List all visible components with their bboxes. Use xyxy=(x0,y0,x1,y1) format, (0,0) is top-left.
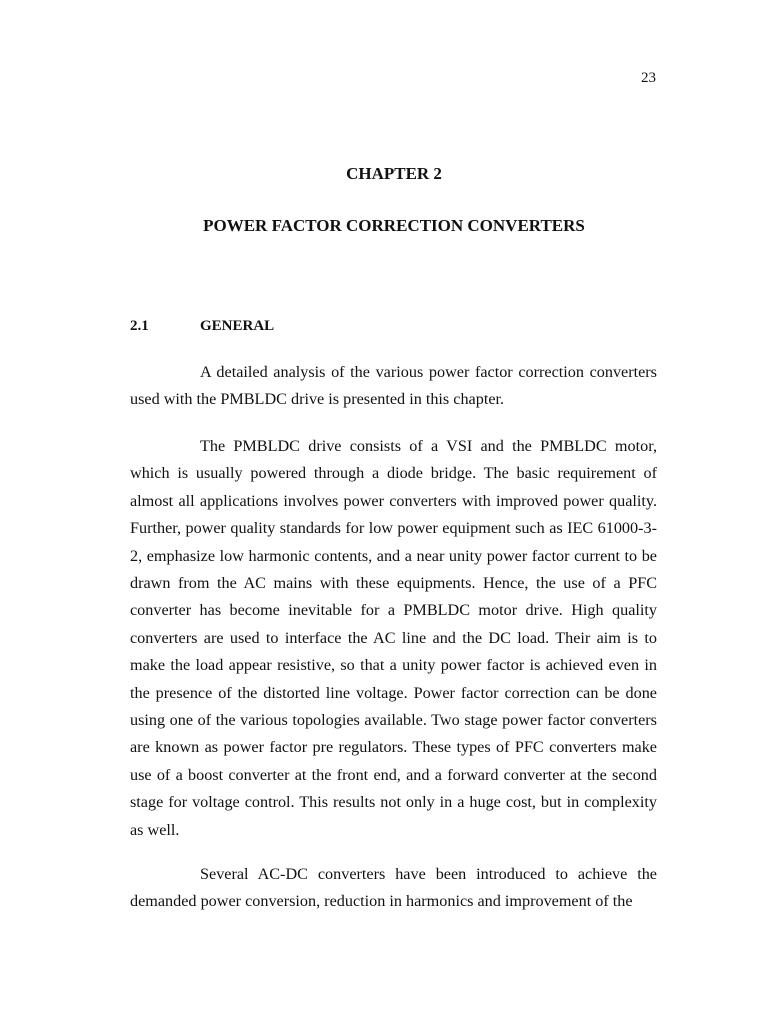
chapter-label: CHAPTER 2 xyxy=(346,164,442,183)
paragraph-text: A detailed analysis of the various power factor correction converters used with the PMBLDC drive is presented in this chapter. xyxy=(130,363,657,409)
section-heading xyxy=(130,318,274,335)
paragraph-2 xyxy=(130,433,657,844)
page-number: 23 xyxy=(641,70,656,86)
chapter-title: POWER FACTOR CORRECTION CONVERTERS xyxy=(203,216,585,235)
section-number: 2.1 xyxy=(130,318,149,334)
paragraph-text: The PMBLDC drive consists of a VSI and the PMBLDC motor, which is usually powered through a diode bridge. The basic requirement of almost all applications involves power converters with improved power quality. Further, power quality standards for low power equipment such as IEC 61000-3-2, emphasize low harmonic contents, and a near unity power factor current to be drawn from the AC mains with these equipments. Hence, the use of a PFC converter has become inevitable for a PMBLDC motor drive. High quality converters are used to interface the AC line and the DC load. Their aim is to make the load appear resistive, so that a unity power factor is achieved even in the presence of the distorted line voltage. Power factor correction can be done using one of the various topologies available. Two stage power factor converters are known as power factor pre regulators. These types of PFC converters make use of a boost converter at the front end, and a forward converter at the second stage for voltage control. This results not only in a huge cost, but in complexity as well. xyxy=(130,437,657,839)
paragraph-3 xyxy=(130,861,657,916)
paragraph-1 xyxy=(130,359,657,414)
section-title: GENERAL xyxy=(200,318,275,334)
paragraph-text: Several AC-DC converters have been introduced to achieve the demanded power conversion, reduction in harmonics and improvement of the xyxy=(130,865,657,911)
